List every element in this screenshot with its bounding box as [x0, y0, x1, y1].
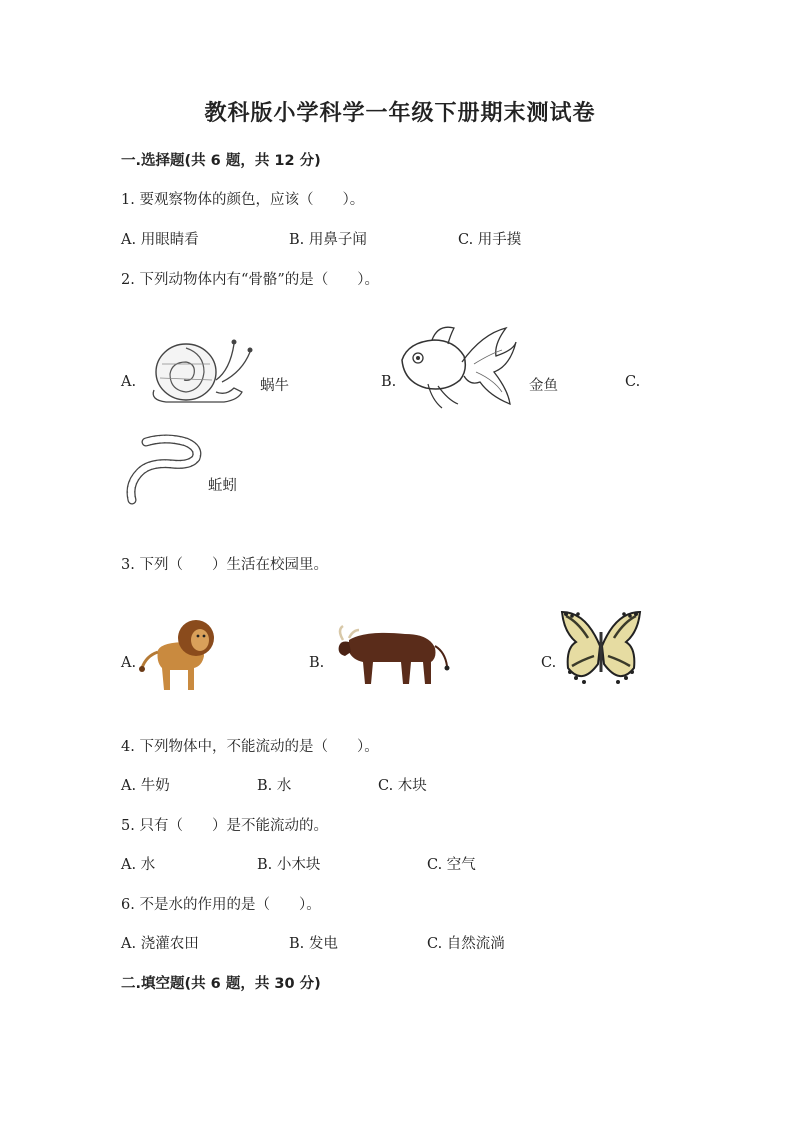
question-3-stem: 3. 下列（ ）生活在校园里。 — [121, 557, 328, 573]
q2-option-b-letter[interactable]: B. — [381, 374, 397, 390]
q3-option-b-letter[interactable]: B. — [309, 655, 325, 671]
question-4-stem: 4. 下列物体中，不能流动的是（ ）。 — [121, 739, 379, 755]
question-6-stem: 6. 不是水的作用的是（ ）。 — [121, 897, 321, 913]
q2-name-snail: 蜗牛 — [260, 378, 289, 394]
lion-icon — [138, 612, 220, 694]
question-5-stem: 5. 只有（ ）是不能流动的。 — [121, 818, 328, 834]
snail-icon — [146, 330, 256, 410]
q2-option-a-letter[interactable]: A. — [121, 374, 137, 390]
earthworm-icon — [120, 434, 206, 508]
q5-option-c[interactable]: C. 空气 — [427, 857, 476, 873]
q4-option-b[interactable]: B. 水 — [257, 778, 292, 794]
q3-option-c-letter[interactable]: C. — [541, 655, 557, 671]
butterfly-icon — [558, 608, 644, 692]
q2-name-goldfish: 金鱼 — [529, 378, 558, 394]
q1-option-b[interactable]: B. 用鼻子闻 — [289, 232, 367, 248]
q6-option-b[interactable]: B. 发电 — [289, 936, 338, 952]
q5-option-b[interactable]: B. 小木块 — [257, 857, 321, 873]
q2-option-c-letter[interactable]: C. — [625, 374, 641, 390]
q4-option-a[interactable]: A. 牛奶 — [121, 778, 170, 794]
q6-option-c[interactable]: C. 自然流淌 — [427, 936, 505, 952]
q4-option-c[interactable]: C. 木块 — [378, 778, 427, 794]
question-2-stem: 2. 下列动物体内有“骨骼”的是（ ）。 — [121, 272, 380, 288]
q2-name-earthworm: 蚯蚓 — [208, 478, 237, 494]
q1-option-a[interactable]: A. 用眼睛看 — [121, 232, 199, 248]
bull-icon — [335, 622, 450, 686]
section-heading-fill-in: 二.填空题(共 6 题，共 30 分) — [121, 976, 321, 992]
section-heading-choice: 一.选择题(共 6 题，共 12 分) — [121, 153, 321, 169]
goldfish-icon — [398, 320, 518, 412]
page-title: 教科版小学科学一年级下册期末测试卷 — [204, 101, 596, 126]
question-1-stem: 1. 要观察物体的颜色，应该（ ）。 — [121, 192, 365, 208]
q5-option-a[interactable]: A. 水 — [121, 857, 156, 873]
q1-option-c[interactable]: C. 用手摸 — [458, 232, 522, 248]
q3-option-a-letter[interactable]: A. — [121, 655, 137, 671]
q6-option-a[interactable]: A. 浇灌农田 — [121, 936, 199, 952]
